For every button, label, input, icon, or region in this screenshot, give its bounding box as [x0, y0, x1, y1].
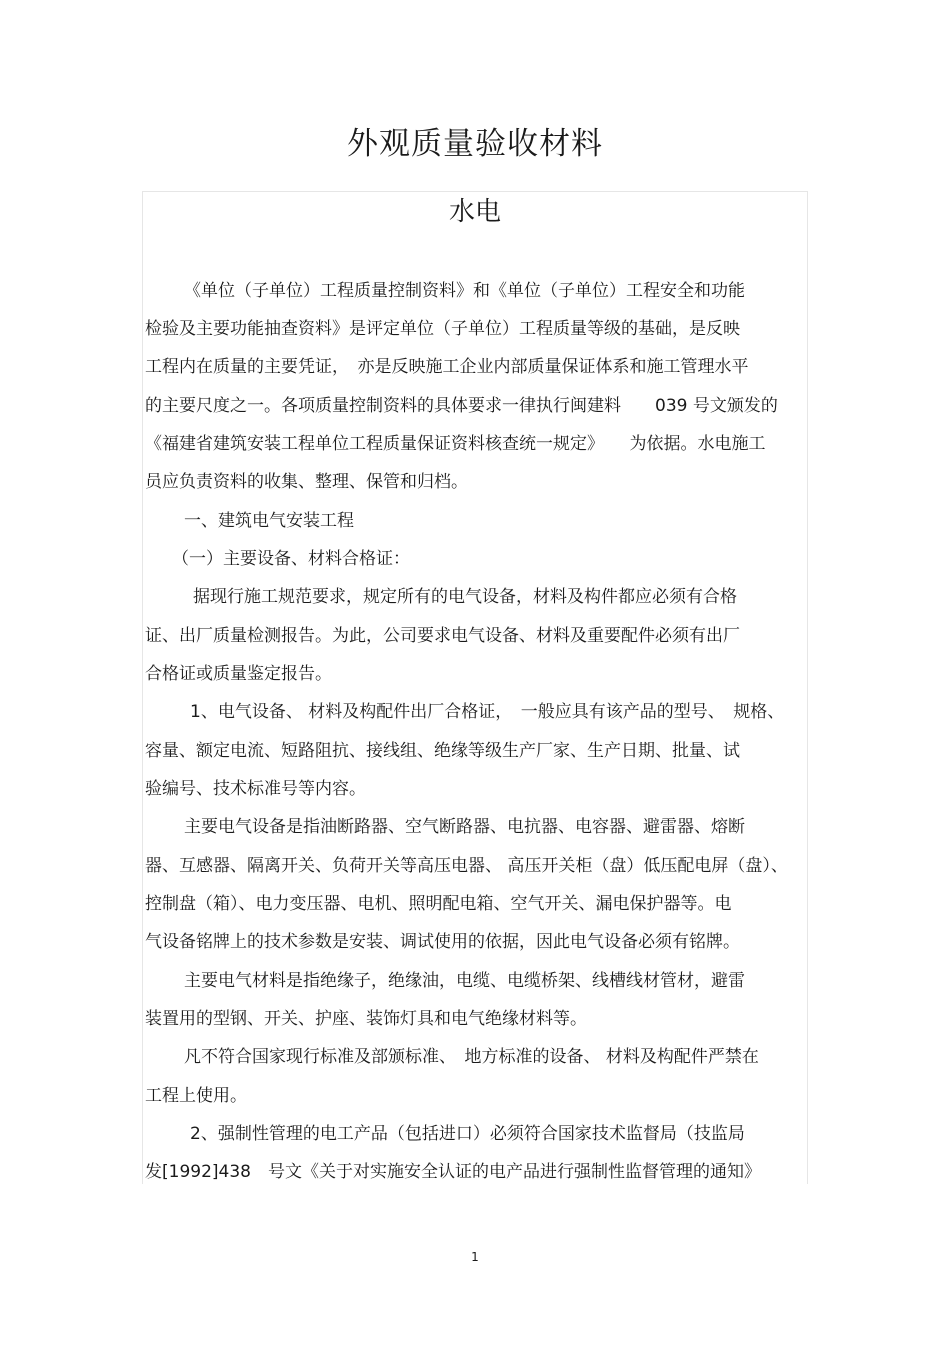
body-line: 《福建省建筑安装工程单位工程质量保证资料核查统一规定》 为依据。水电施工 — [145, 434, 766, 454]
body-line: 气设备铭牌上的技术参数是安装、调试使用的依据，因此电气设备必须有铭牌。 — [145, 932, 740, 952]
body-line: 检验及主要功能抽查资料》是评定单位（子单位）工程质量等级的基础，是反映 — [145, 319, 740, 339]
body-line: 工程上使用。 — [145, 1086, 247, 1106]
body-line: 发[1992]438 号文《关于对实施安全认证的电产品进行强制性监督管理的通知》 — [145, 1162, 761, 1182]
body-line: 员应负责资料的收集、整理、保管和归档。 — [145, 472, 468, 492]
body-line: 的主要尺度之一。各项质量控制资料的具体要求一律执行闽建料 039 号文颁发的 — [145, 396, 778, 416]
body-line: 验编号、技术标准号等内容。 — [145, 779, 366, 799]
body-line: 装置用的型钢、开关、护座、装饰灯具和电气绝缘材料等。 — [145, 1009, 587, 1029]
body-line: 证、出厂质量检测报告。为此，公司要求电气设备、材料及重要配件必须有出厂 — [145, 626, 740, 646]
body-line: 容量、额定电流、短路阻抗、接线组、绝缘等级生产厂家、生产日期、批量、试 — [145, 741, 740, 761]
body-line: 据现行施工规范要求，规定所有的电气设备，材料及构件都应必须有合格 — [193, 587, 737, 607]
body-line: 2、强制性管理的电工产品（包括进口）必须符合国家技术监督局（技监局 — [190, 1124, 745, 1144]
body-line: 主要电气材料是指绝缘子，绝缘油，电缆、电缆桥架、线槽线材管材，避雷 — [184, 971, 745, 991]
body-line: 凡不符合国家现行标准及部颁标准、 地方标准的设备、 材料及构配件严禁在 — [184, 1047, 759, 1067]
page-number: 1 — [471, 1250, 479, 1264]
body-line: 《单位（子单位）工程质量控制资料》和《单位（子单位）工程安全和功能 — [184, 281, 745, 301]
body-line: 主要电气设备是指油断路器、空气断路器、电抗器、电容器、避雷器、熔断 — [184, 817, 745, 837]
body-line: 1、电气设备、 材料及构配件出厂合格证， 一般应具有该产品的型号、 规格、 — [190, 702, 785, 722]
document-title: 外观质量验收材料 — [347, 126, 603, 162]
body-line: 工程内在质量的主要凭证， 亦是反映施工企业内部质量保证体系和施工管理水平 — [145, 357, 749, 377]
section-heading: 一、建筑电气安装工程 — [184, 511, 354, 531]
subsection-heading: （一）主要设备、材料合格证： — [172, 549, 410, 569]
body-line: 合格证或质量鉴定报告。 — [145, 664, 332, 684]
section-subtitle: 水电 — [448, 197, 501, 227]
body-line: 器、互感器、隔离开关、负荷开关等高压电器、 高压开关柜（盘）低压配电屏（盘）、 — [145, 856, 788, 876]
body-line: 控制盘（箱）、电力变压器、电机、照明配电箱、空气开关、漏电保护器等。电 — [145, 894, 732, 914]
